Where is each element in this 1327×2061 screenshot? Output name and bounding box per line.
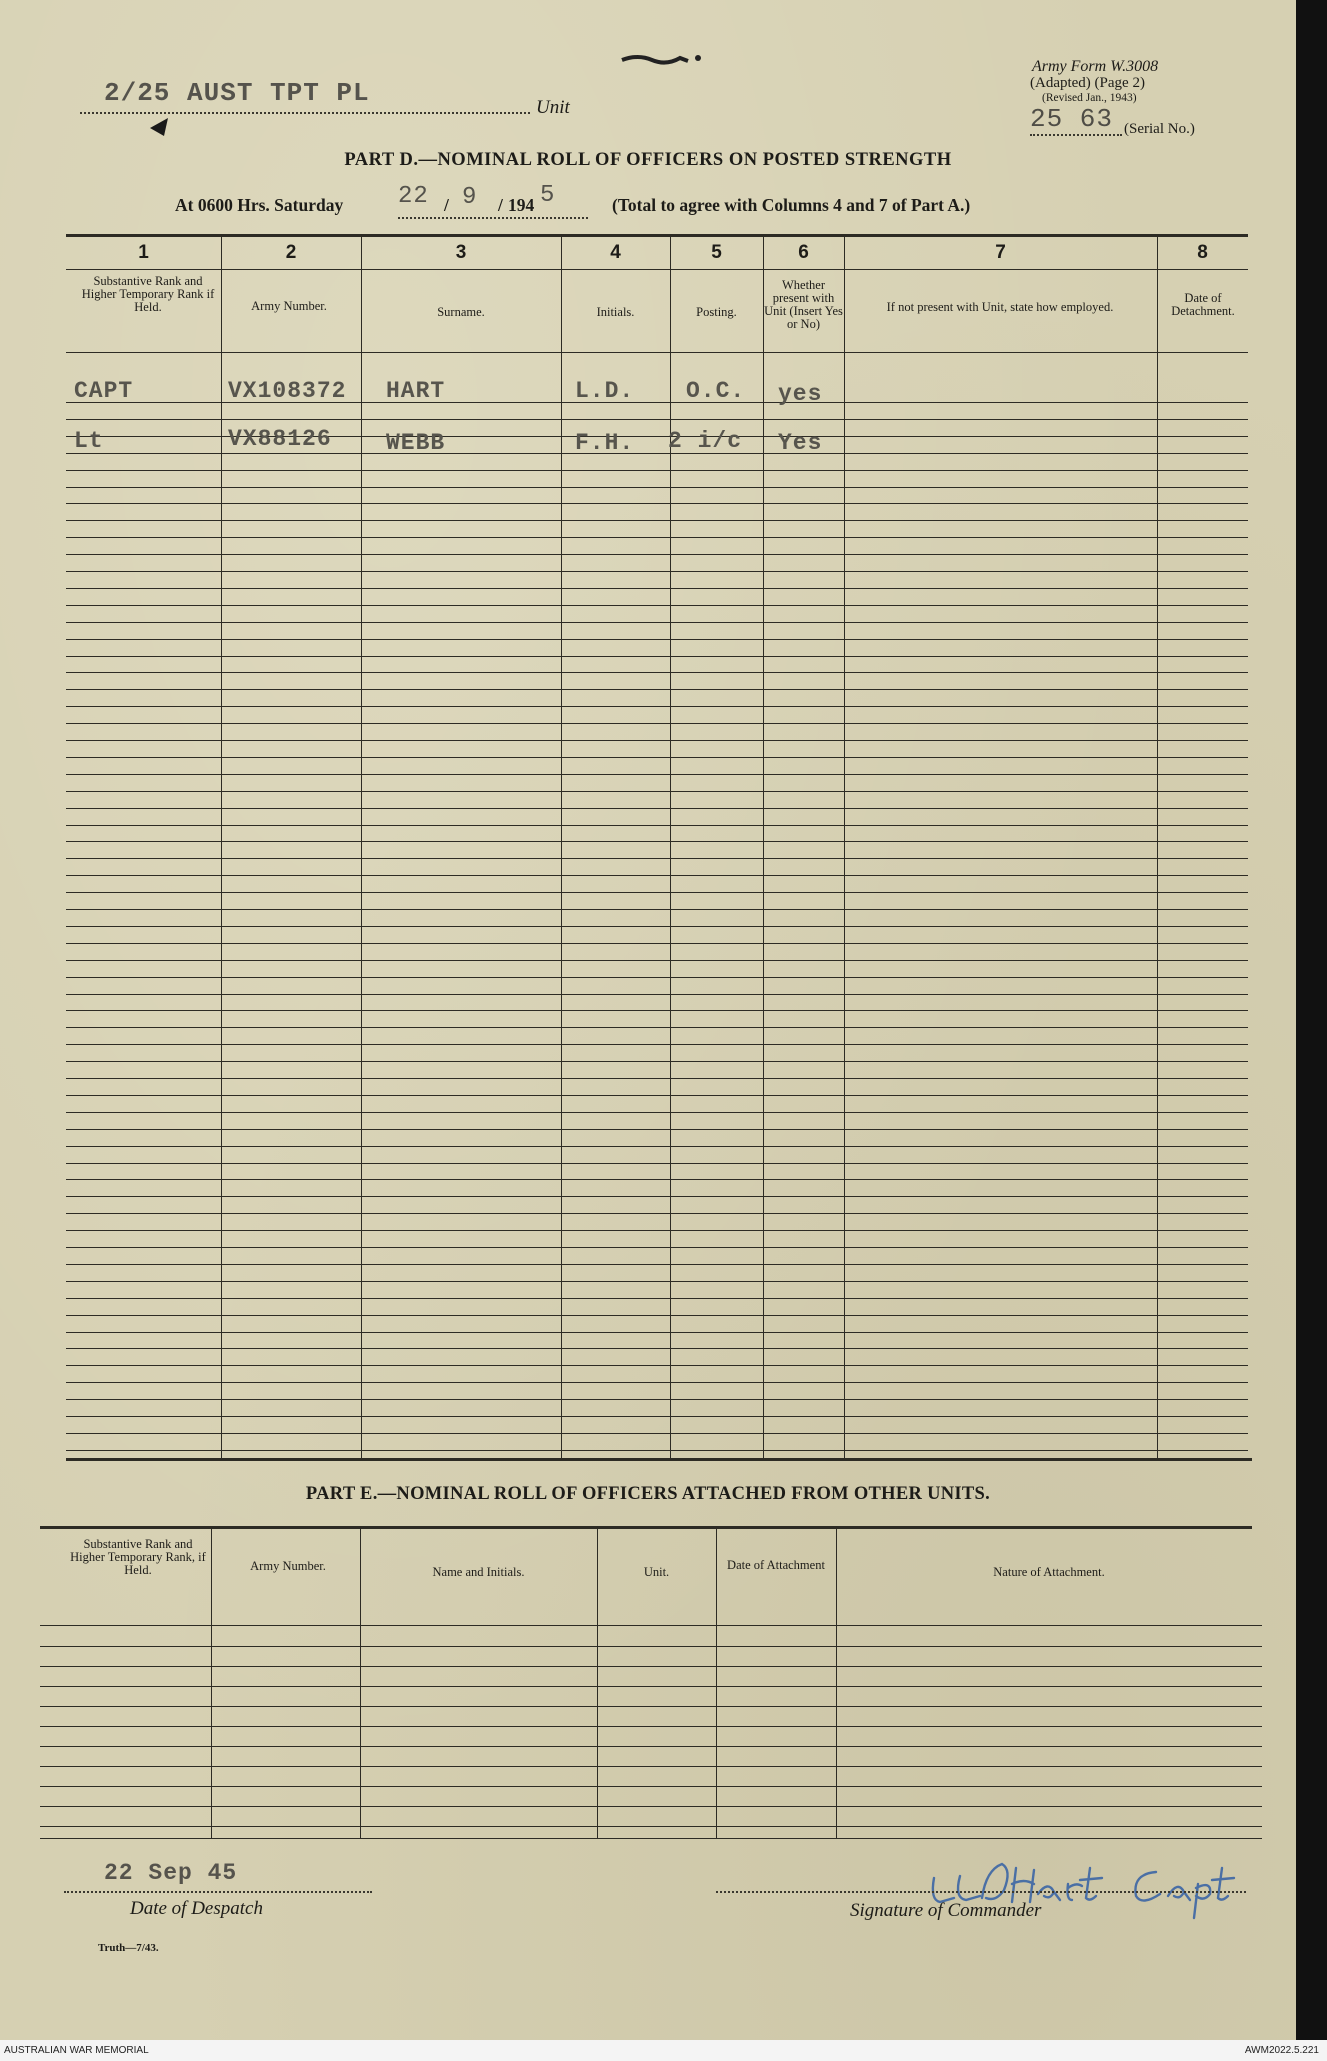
form-adapted: (Adapted) (Page 2) [1030, 75, 1145, 91]
ruled-line [66, 1146, 1248, 1147]
despatch-dotted-line [64, 1891, 372, 1893]
ruled-line [66, 419, 1248, 420]
ruled-line [40, 1646, 1262, 1647]
e-header-rank: Substantive Rank and Higher Temporary Rank, if Held. [70, 1537, 206, 1577]
col-number-2: 2 [285, 242, 297, 263]
ruled-line [40, 1806, 1262, 1807]
ruled-line [66, 1027, 1248, 1028]
ruled-line [66, 774, 1248, 775]
ruled-line [66, 1332, 1248, 1333]
col-number-5: 5 [711, 242, 722, 263]
ruled-line [66, 1399, 1248, 1400]
total-note: (Total to agree with Columns 4 and 7 of Part A.) [612, 195, 971, 215]
ruled-line [66, 1348, 1248, 1349]
col-divider-4 [670, 234, 671, 1458]
e-header-unit: Unit. [643, 1565, 670, 1579]
ruled-line [66, 1129, 1248, 1130]
ruled-line [66, 841, 1248, 842]
row-2-rank: Lt [74, 428, 104, 454]
ink-smudge [618, 52, 708, 66]
e-col-divider-1 [211, 1526, 212, 1838]
date-day: 22 [398, 183, 429, 210]
ruled-line [66, 1281, 1248, 1282]
ruled-line [66, 1382, 1248, 1383]
part-e-header-rule [40, 1625, 1262, 1626]
ruled-line [66, 537, 1248, 538]
row-1-rank: CAPT [74, 378, 134, 404]
ruled-line [66, 1213, 1248, 1214]
col-number-6: 6 [798, 242, 809, 263]
col-header-detachment: Date of Detachment. [1171, 291, 1235, 318]
e-col-divider-4 [716, 1526, 717, 1838]
archive-name: AUSTRALIAN WAR MEMORIAL [4, 2045, 149, 2056]
ruled-line [66, 994, 1248, 995]
archive-reference: AWM2022.5.221 [1244, 2045, 1319, 2056]
commander-label: Signature of Commander [850, 1900, 1042, 1921]
ruled-line [66, 487, 1248, 488]
ruled-line [66, 892, 1248, 893]
ruled-line [66, 740, 1248, 741]
ruled-line [66, 503, 1248, 504]
col-header-posting: Posting. [696, 305, 737, 319]
ruled-line [66, 520, 1248, 521]
ruled-line [66, 1010, 1248, 1011]
despatch-value: 22 Sep 45 [104, 1860, 238, 1886]
col-header-surname: Surname. [437, 305, 485, 319]
col-divider-3 [561, 234, 562, 1458]
ruled-line [66, 808, 1248, 809]
part-d-title: PART D.—NOMINAL ROLL OF OFFICERS ON POSTED STRENGTH [344, 150, 952, 170]
col-header-army-number: Army Number. [251, 299, 327, 313]
ruled-line [66, 1112, 1248, 1113]
col-header-initials: Initials. [596, 305, 635, 319]
col-header-rank: Substantive Rank and Higher Temporary Rank if Held. [81, 274, 215, 314]
unit-value: 2/25 AUST TPT PL [104, 78, 370, 108]
serial-value: 25 63 [1030, 104, 1114, 134]
ruled-line [66, 656, 1248, 657]
ruled-line [66, 554, 1248, 555]
col-number-8: 8 [1197, 242, 1208, 263]
row-1-posting: O.C. [686, 378, 746, 404]
ruled-line [66, 1298, 1248, 1299]
e-header-name: Name and Initials. [432, 1565, 525, 1579]
ruled-line [66, 1416, 1248, 1417]
signature-dotted-line [716, 1891, 1246, 1893]
ruled-line [40, 1666, 1262, 1667]
date-prefix: At 0600 Hrs. Saturday [175, 195, 344, 215]
ruled-line [66, 1179, 1248, 1180]
ruled-line [66, 672, 1248, 673]
ruled-line [40, 1706, 1262, 1707]
row-2-initials: F.H. [575, 430, 635, 456]
part-e-bottom-rule [40, 1838, 1262, 1839]
ruled-line [66, 1230, 1248, 1231]
part-e-title: PART E.—NOMINAL ROLL OF OFFICERS ATTACHED FROM OTHER UNITS. [305, 1484, 991, 1504]
column-number-rule [66, 269, 1248, 270]
col-number-7: 7 [995, 242, 1006, 263]
form-revised: (Revised Jan., 1943) [1042, 92, 1137, 104]
ruled-line [66, 1264, 1248, 1265]
ruled-line [66, 1365, 1248, 1366]
date-month: 9 [462, 184, 478, 211]
ruled-line [66, 1450, 1248, 1451]
ruled-line [66, 1044, 1248, 1045]
ruled-line [66, 1078, 1248, 1079]
date-year-prefix: 194 [508, 195, 535, 215]
ruled-line [66, 977, 1248, 978]
part-e-top-rule [40, 1526, 1252, 1529]
punch-mark [148, 114, 174, 140]
ruled-line [66, 791, 1248, 792]
e-header-date-attachment: Date of Attachment [727, 1558, 825, 1572]
ruled-line [66, 588, 1248, 589]
col-divider-6 [844, 234, 845, 1458]
serial-label: (Serial No.) [1124, 121, 1195, 137]
row-2-army-number: VX88126 [228, 426, 332, 452]
col-number-1: 1 [138, 242, 149, 263]
ruled-line [66, 1315, 1248, 1316]
ruled-line [66, 1163, 1248, 1164]
ruled-line [66, 1061, 1248, 1062]
date-slash-1: / [444, 195, 449, 215]
ruled-line [40, 1686, 1262, 1687]
date-dotted-line [398, 217, 588, 219]
ruled-line [66, 639, 1248, 640]
ruled-line [40, 1726, 1262, 1727]
header-bottom-rule [66, 352, 1248, 353]
ruled-line [66, 926, 1248, 927]
e-header-army-number: Army Number. [250, 1559, 326, 1573]
col-divider-7 [1157, 234, 1158, 1458]
col-header-employed: If not present with Unit, state how employed. [886, 300, 1114, 314]
ruled-line [66, 605, 1248, 606]
col-divider-2 [361, 234, 362, 1458]
row-2-posting: 2 i/c [668, 428, 743, 454]
ruled-line [66, 571, 1248, 572]
ruled-line [66, 723, 1248, 724]
col-header-present: Whether present with Unit (Insert Yes or No) [764, 278, 843, 331]
row-1-army-number: VX108372 [228, 378, 347, 404]
ruled-line [66, 706, 1248, 707]
row-1-initials: L.D. [575, 378, 635, 404]
ruled-line [66, 1247, 1248, 1248]
ruled-line [66, 858, 1248, 859]
e-header-nature: Nature of Attachment. [993, 1565, 1105, 1579]
ruled-line [66, 689, 1248, 690]
unit-label: Unit [536, 97, 570, 118]
col-number-4: 4 [610, 242, 621, 263]
serial-dotted-line [1030, 134, 1122, 136]
despatch-label: Date of Despatch [130, 1898, 263, 1919]
col-number-3: 3 [455, 242, 467, 263]
table-top-rule [66, 234, 1248, 237]
form-number: Army Form W.3008 [1032, 58, 1159, 75]
row-2-surname: WEBB [386, 430, 446, 456]
ruled-line [66, 453, 1248, 454]
ruled-line [66, 943, 1248, 944]
ruled-line [66, 1196, 1248, 1197]
date-slash-2: / [498, 195, 503, 215]
ruled-line [40, 1786, 1262, 1787]
ruled-line [66, 470, 1248, 471]
ruled-line [40, 1746, 1262, 1747]
ruled-line [66, 960, 1248, 961]
archive-footer [0, 2040, 1327, 2061]
col-divider-5 [763, 234, 764, 1458]
ruled-line [66, 875, 1248, 876]
ruled-line [66, 1095, 1248, 1096]
table-bottom-rule [66, 1458, 1252, 1461]
ruled-line [66, 909, 1248, 910]
date-year-digit: 5 [540, 182, 556, 209]
col-divider-1 [221, 234, 222, 1458]
ruled-line [66, 825, 1248, 826]
ruled-line [66, 757, 1248, 758]
row-1-present: yes [778, 381, 823, 407]
ruled-line [40, 1766, 1262, 1767]
row-1-surname: HART [386, 378, 446, 404]
row-2-present: Yes [778, 430, 823, 456]
ruled-line [66, 622, 1248, 623]
ruled-line [40, 1826, 1262, 1827]
printer-mark: Truth—7/43. [98, 1942, 159, 1954]
ruled-line [66, 1433, 1248, 1434]
